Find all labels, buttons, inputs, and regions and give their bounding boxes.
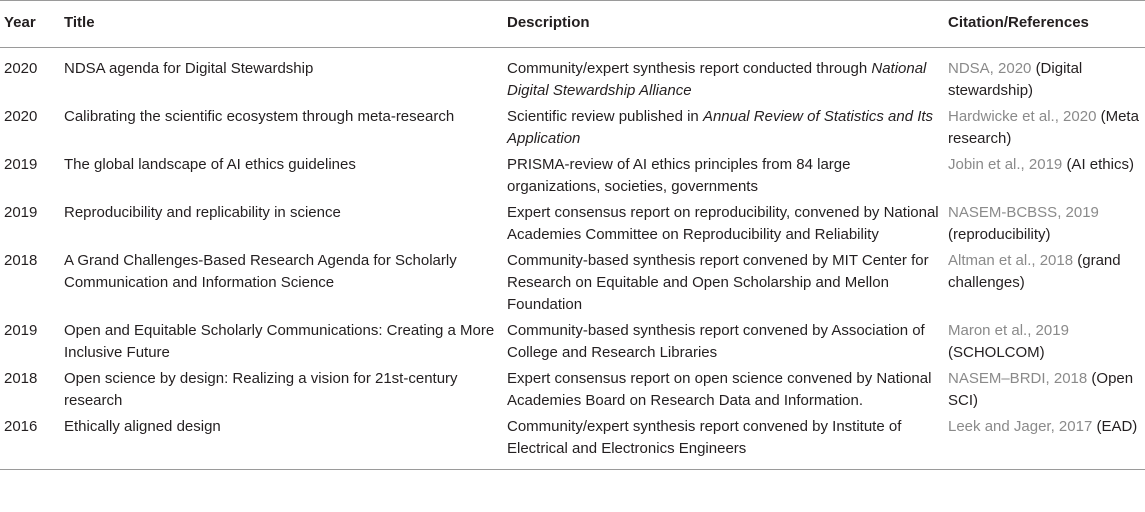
citation-rest: (Open SCI) (948, 370, 1134, 409)
cell-citation (948, 106, 1145, 154)
cell-citation (948, 48, 1145, 107)
cell-title: Calibrating the scientific ecosystem through meta-research (64, 108, 455, 125)
citation-rest: (EAD) (1096, 418, 1138, 435)
cell-title: Reproducibility and replicability in science (64, 204, 341, 221)
citation-link[interactable]: NDSA, 2020 (948, 60, 1032, 77)
cell-description (507, 368, 948, 416)
description-text: Scientific review published in (507, 108, 699, 125)
citation-rest: (Meta research) (948, 108, 1139, 147)
cell-citation (948, 320, 1145, 368)
cell-description (507, 250, 948, 320)
cell-title: A Grand Challenges-Based Research Agenda for Scholarly Communication and Information Science (64, 252, 457, 291)
header-citation: Citation/References (948, 14, 1089, 31)
description-text: Community/expert synthesis report convened by Institute of Electrical and Electronics Engineers (507, 418, 902, 457)
table-row (0, 320, 1145, 368)
table-row (0, 368, 1145, 416)
header-year: Year (4, 14, 36, 31)
cell-citation (948, 202, 1145, 250)
cell-year: 2018 (4, 370, 38, 387)
cell-description (507, 202, 948, 250)
table-header (0, 1, 1145, 48)
citation-rest: (AI ethics) (1066, 156, 1134, 173)
cell-citation (948, 250, 1145, 320)
cell-description (507, 320, 948, 368)
description-text: Expert consensus report on reproducibility, convened by National Academies Committee on Reproducibility and Reliability (507, 204, 939, 243)
table-body (0, 48, 1145, 470)
table-row (0, 106, 1145, 154)
citation-rest: (reproducibility) (948, 226, 1051, 243)
description-italic-text: Annual Review of Statistics and Its Application (507, 108, 934, 147)
citation-link[interactable]: Jobin et al., 2019 (948, 156, 1063, 173)
cell-title: NDSA agenda for Digital Stewardship (64, 60, 314, 77)
cell-title: Open and Equitable Scholarly Communications: Creating a More Inclusive Future (64, 322, 495, 361)
citation-rest: (Digital stewardship) (948, 60, 1083, 99)
citation-link[interactable]: Leek and Jager, 2017 (948, 418, 1093, 435)
description-text: Community/expert synthesis report conducted through (507, 60, 868, 77)
cell-year: 2019 (4, 322, 38, 339)
description-text: Community-based synthesis report convened by MIT Center for Research on Equitable and Open Scholarship and Mellon Foundation (507, 252, 929, 313)
cell-year: 2019 (4, 156, 38, 173)
cell-title: Ethically aligned design (64, 418, 221, 435)
cell-title: The global landscape of AI ethics guidelines (64, 156, 356, 173)
citation-link[interactable]: NASEM-BCBSS, 2019 (948, 204, 1099, 221)
header-row (0, 1, 1145, 48)
table-row (0, 250, 1145, 320)
cell-description (507, 416, 948, 470)
table-row (0, 154, 1145, 202)
citation-rest: (SCHOLCOM) (948, 344, 1045, 361)
citation-link[interactable]: Hardwicke et al., 2020 (948, 108, 1097, 125)
cell-year: 2020 (4, 108, 38, 125)
description-text: Community-based synthesis report convened by Association of College and Research Libraries (507, 322, 925, 361)
cell-year: 2019 (4, 204, 38, 221)
citation-link[interactable]: NASEM–BRDI, 2018 (948, 370, 1088, 387)
table-row (0, 416, 1145, 470)
cell-title: Open science by design: Realizing a vision for 21st-century research (64, 370, 458, 409)
table-row (0, 202, 1145, 250)
cell-citation (948, 154, 1145, 202)
citation-rest: (grand challenges) (948, 252, 1121, 291)
cell-citation (948, 368, 1145, 416)
cell-description (507, 154, 948, 202)
cell-year: 2016 (4, 418, 38, 435)
header-description: Description (507, 14, 590, 31)
description-text: PRISMA-review of AI ethics principles from 84 large organizations, societies, governments (507, 156, 851, 195)
description-italic-text: National Digital Stewardship Alliance (507, 60, 927, 99)
citation-link[interactable]: Altman et al., 2018 (948, 252, 1074, 269)
cell-citation (948, 416, 1145, 470)
cell-description (507, 106, 948, 154)
cell-description (507, 48, 948, 107)
table-row (0, 48, 1145, 107)
citation-link[interactable]: Maron et al., 2019 (948, 322, 1069, 339)
description-text: Expert consensus report on open science convened by National Academies Board on Research Data and Information. (507, 370, 932, 409)
cell-year: 2018 (4, 252, 38, 269)
cell-year: 2020 (4, 60, 38, 77)
header-title: Title (64, 14, 95, 31)
